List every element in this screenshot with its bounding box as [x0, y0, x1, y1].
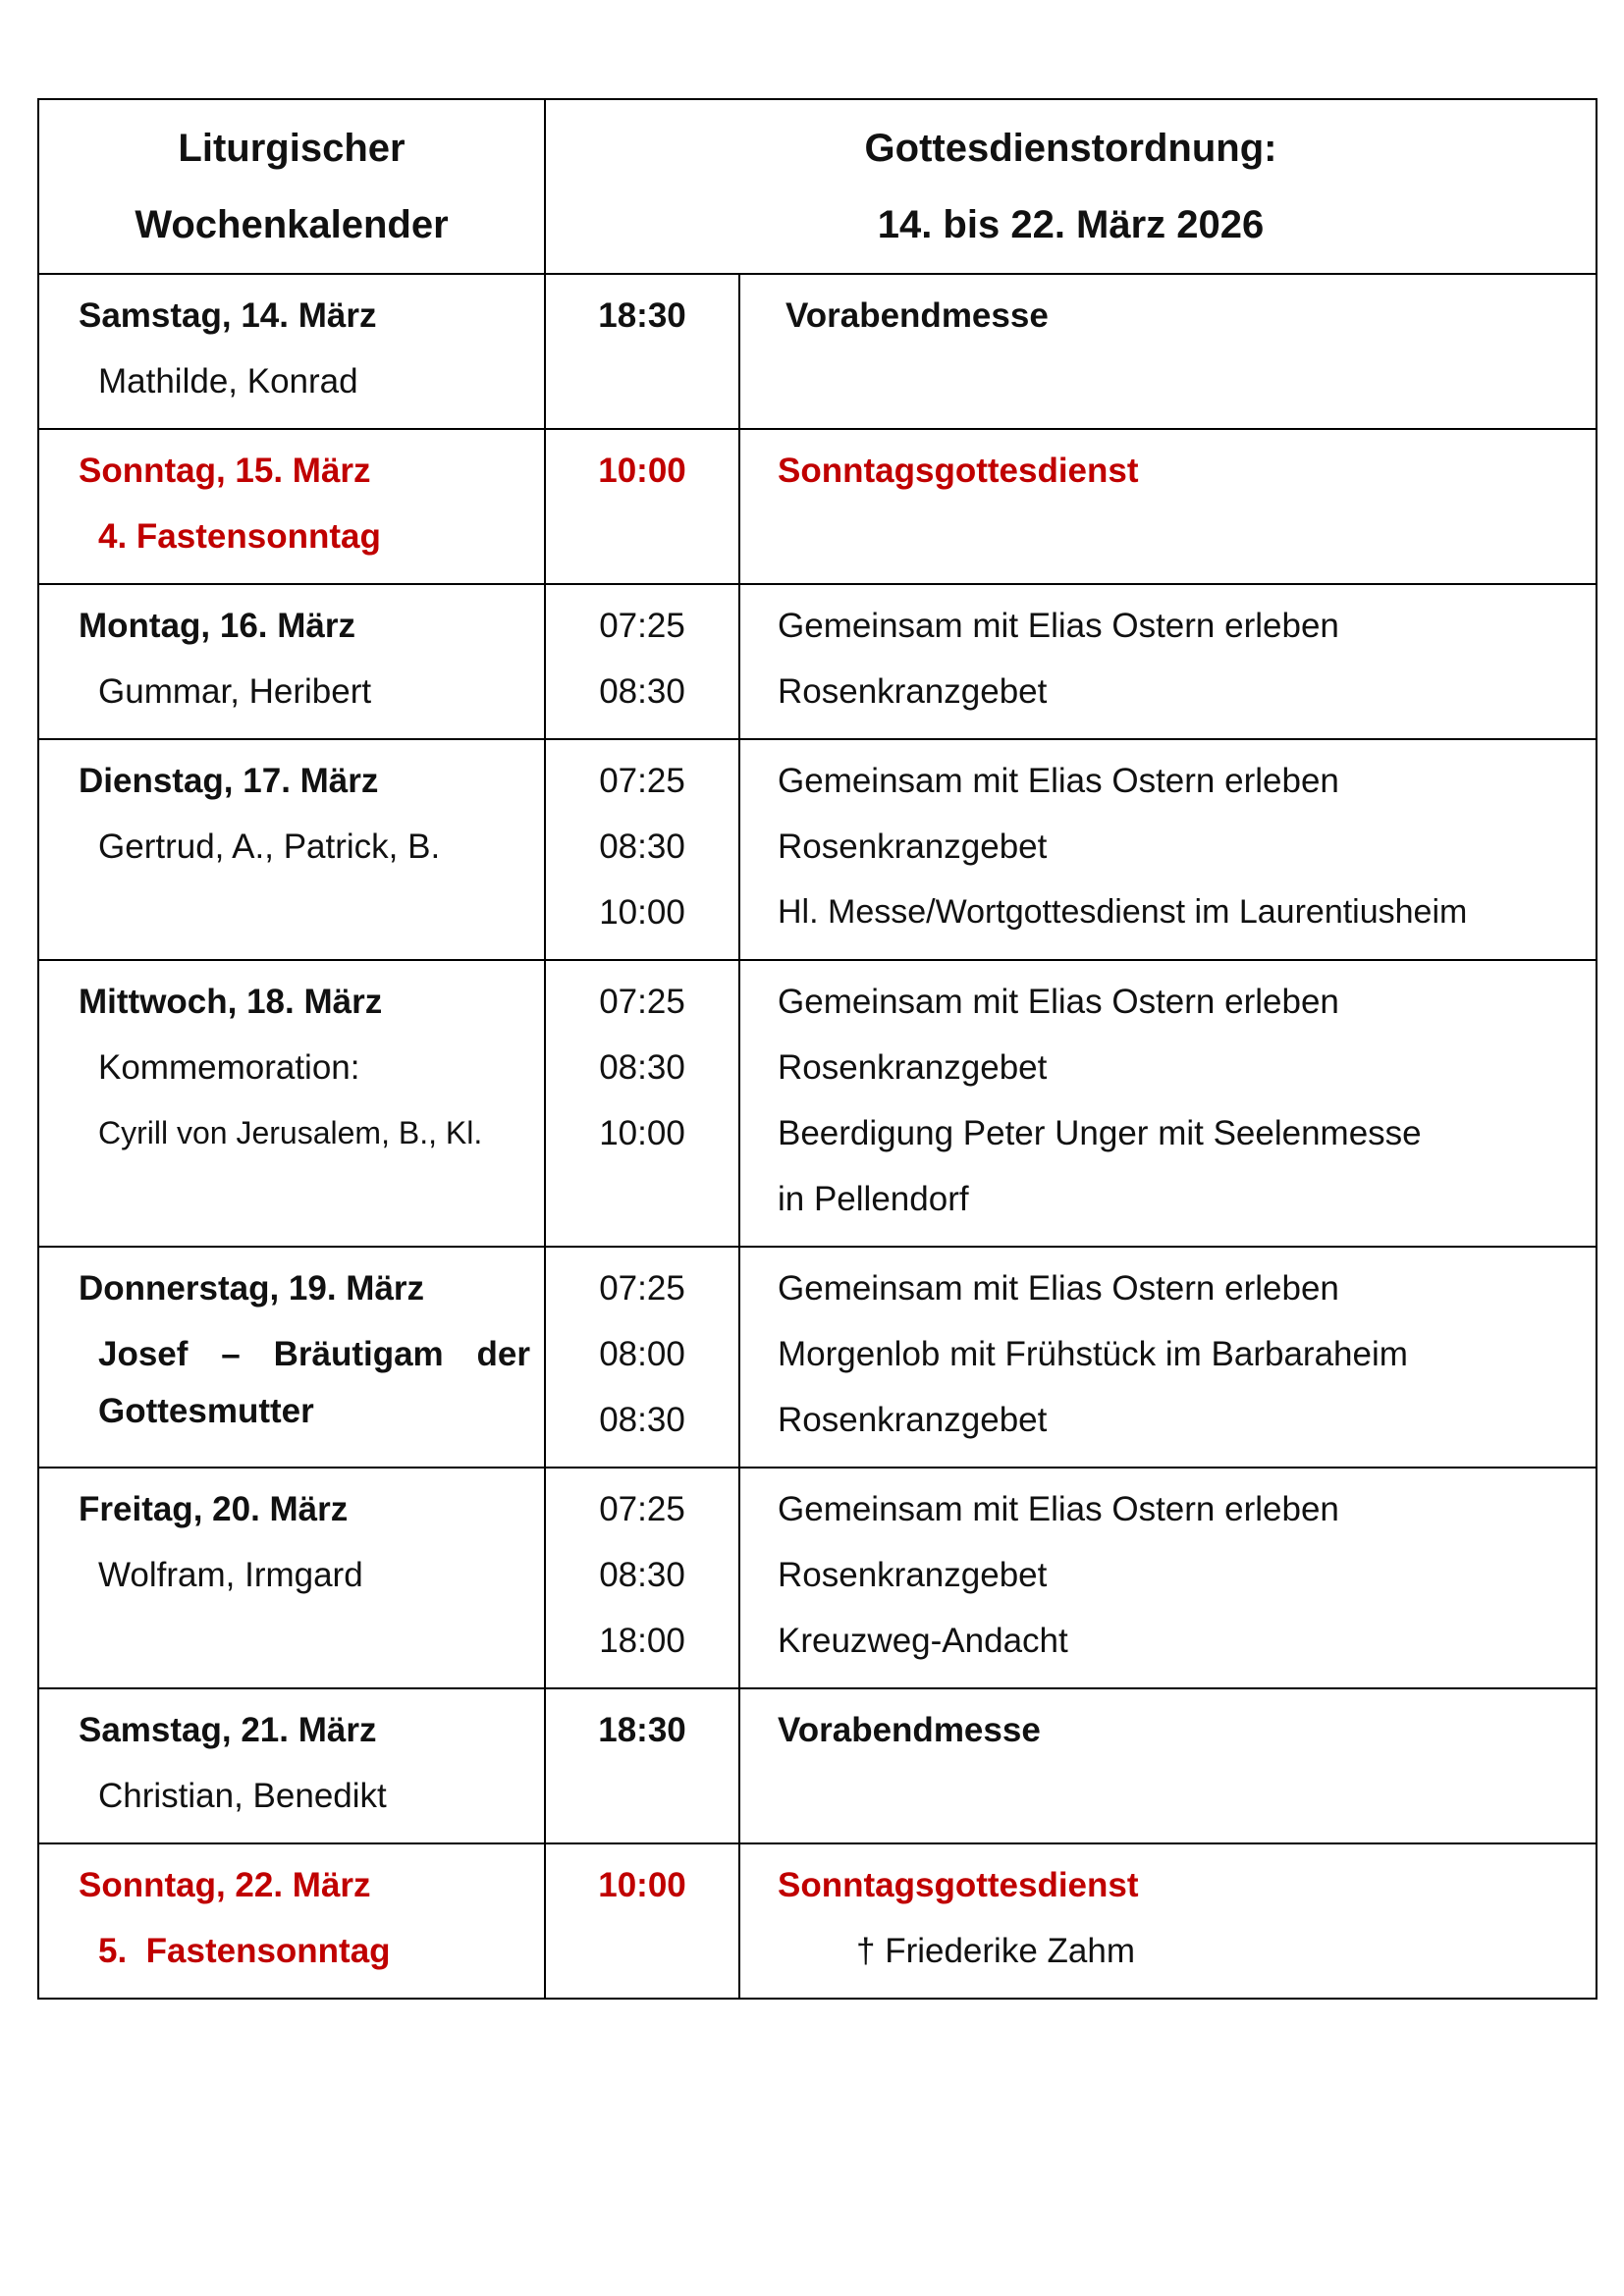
schedule-header-line1: Gottesdienstordnung: — [864, 127, 1277, 170]
table-row — [38, 1843, 1597, 1999]
service-name: Sonntagsgottesdienst — [778, 1866, 1139, 1904]
service-name: Hl. Messe/Wortgottesdienst im Laurentiusheim — [778, 893, 1468, 931]
table-row — [38, 429, 1597, 584]
day-name: Sonntag, 15. März — [79, 452, 371, 490]
service-name: Rosenkranzgebet — [778, 672, 1048, 711]
day-name: Dienstag, 17. März — [79, 762, 379, 800]
calendar-header — [38, 99, 545, 274]
feast-word: Josef — [98, 1335, 189, 1373]
service-name: Gemeinsam mit Elias Ostern erleben — [778, 1269, 1339, 1308]
schedule-header — [545, 99, 1597, 274]
time-cell — [545, 429, 739, 584]
saints-of-day: Wolfram, Irmgard — [98, 1556, 363, 1594]
day-cell — [38, 429, 545, 584]
service-time: 08:30 — [599, 828, 685, 866]
service-time: 07:25 — [599, 1269, 685, 1308]
service-name: Rosenkranzgebet — [778, 1401, 1048, 1439]
time-cell — [545, 584, 739, 739]
table-row — [38, 1247, 1597, 1468]
service-time: 18:30 — [598, 1711, 686, 1749]
calendar-header-line1: Liturgischer — [178, 127, 406, 170]
service-time: 08:00 — [599, 1335, 685, 1373]
schedule-header-line2: 14. bis 22. März 2026 — [877, 203, 1265, 246]
event-cell — [739, 429, 1597, 584]
service-name: Beerdigung Peter Unger mit Seelenmesse — [778, 1114, 1422, 1152]
calendar-header-line2: Wochenkalender — [135, 203, 449, 246]
service-time: 07:25 — [599, 607, 685, 645]
time-cell — [545, 1247, 739, 1468]
saints-of-day: Gummar, Heribert — [98, 672, 372, 711]
service-name: Rosenkranzgebet — [778, 828, 1048, 866]
day-name: Sonntag, 22. März — [79, 1866, 371, 1904]
commemoration-label: Kommemoration: — [98, 1048, 360, 1087]
feast-word: – — [221, 1335, 241, 1373]
time-cell — [545, 274, 739, 429]
table-row — [38, 960, 1597, 1247]
event-cell — [739, 1843, 1597, 1999]
service-time: 10:00 — [599, 893, 685, 932]
saints-of-day: Cyrill von Jerusalem, B., Kl. — [98, 1115, 483, 1150]
day-name: Donnerstag, 19. März — [79, 1269, 425, 1308]
time-cell — [545, 1843, 739, 1999]
memorial-intention: † Friederike Zahm — [856, 1932, 1135, 1970]
service-name: Sonntagsgottesdienst — [778, 452, 1139, 490]
service-time: 18:30 — [598, 296, 686, 335]
service-name: Gemeinsam mit Elias Ostern erleben — [778, 762, 1339, 800]
service-time: 10:00 — [598, 452, 686, 490]
day-name: Freitag, 20. März — [79, 1490, 349, 1528]
liturgical-day: 4. Fastensonntag — [98, 517, 381, 556]
feast-title-line2: Gottesmutter — [98, 1392, 314, 1430]
time-cell — [545, 739, 739, 960]
service-time: 08:30 — [599, 672, 685, 711]
table-header-row — [38, 99, 1597, 274]
saints-of-day: Mathilde, Konrad — [98, 362, 358, 400]
service-name-continued: in Pellendorf — [778, 1180, 969, 1218]
service-time: 07:25 — [599, 762, 685, 800]
feast-word: Bräutigam — [273, 1335, 444, 1373]
day-cell — [38, 1247, 545, 1468]
table-row — [38, 1688, 1597, 1843]
service-name: Vorabendmesse — [778, 1711, 1041, 1749]
event-cell — [739, 584, 1597, 739]
table-row — [38, 739, 1597, 960]
day-name: Mittwoch, 18. März — [79, 983, 383, 1021]
day-cell — [38, 960, 545, 1247]
service-name: Gemeinsam mit Elias Ostern erleben — [778, 1490, 1339, 1528]
service-name: Gemeinsam mit Elias Ostern erleben — [778, 983, 1339, 1021]
time-cell — [545, 1688, 739, 1843]
service-time: 07:25 — [599, 1490, 685, 1528]
service-time: 08:30 — [599, 1556, 685, 1594]
day-cell — [38, 1468, 545, 1688]
event-cell — [739, 1688, 1597, 1843]
time-cell — [545, 960, 739, 1247]
day-name: Samstag, 21. März — [79, 1711, 377, 1749]
day-cell — [38, 1843, 545, 1999]
event-cell — [739, 1247, 1597, 1468]
service-time: 18:00 — [599, 1622, 685, 1660]
service-name: Rosenkranzgebet — [778, 1556, 1048, 1594]
event-cell — [739, 739, 1597, 960]
table-row — [38, 584, 1597, 739]
table-row — [38, 274, 1597, 429]
day-name: Samstag, 14. März — [79, 296, 377, 335]
service-name: Kreuzweg-Andacht — [778, 1622, 1068, 1660]
event-cell — [739, 1468, 1597, 1688]
service-name: Vorabendmesse — [785, 296, 1049, 335]
day-name: Montag, 16. März — [79, 607, 355, 645]
feast-title-line1 — [79, 1321, 530, 1387]
day-cell — [38, 274, 545, 429]
event-cell — [739, 274, 1597, 429]
day-cell — [38, 739, 545, 960]
day-cell — [38, 1688, 545, 1843]
saints-of-day: Gertrud, A., Patrick, B. — [98, 828, 441, 866]
service-time: 07:25 — [599, 983, 685, 1021]
liturgical-day: 5. Fastensonntag — [98, 1932, 391, 1970]
schedule-table — [37, 98, 1597, 2000]
service-name: Morgenlob mit Frühstück im Barbaraheim — [778, 1335, 1408, 1373]
saints-of-day: Christian, Benedikt — [98, 1777, 387, 1815]
service-time: 08:30 — [599, 1401, 685, 1439]
service-time: 10:00 — [598, 1866, 686, 1904]
service-time: 10:00 — [599, 1114, 685, 1152]
table-row — [38, 1468, 1597, 1688]
service-time: 08:30 — [599, 1048, 685, 1087]
service-name: Rosenkranzgebet — [778, 1048, 1048, 1087]
event-cell — [739, 960, 1597, 1247]
day-cell — [38, 584, 545, 739]
feast-word: der — [476, 1335, 530, 1373]
service-name: Gemeinsam mit Elias Ostern erleben — [778, 607, 1339, 645]
time-cell — [545, 1468, 739, 1688]
